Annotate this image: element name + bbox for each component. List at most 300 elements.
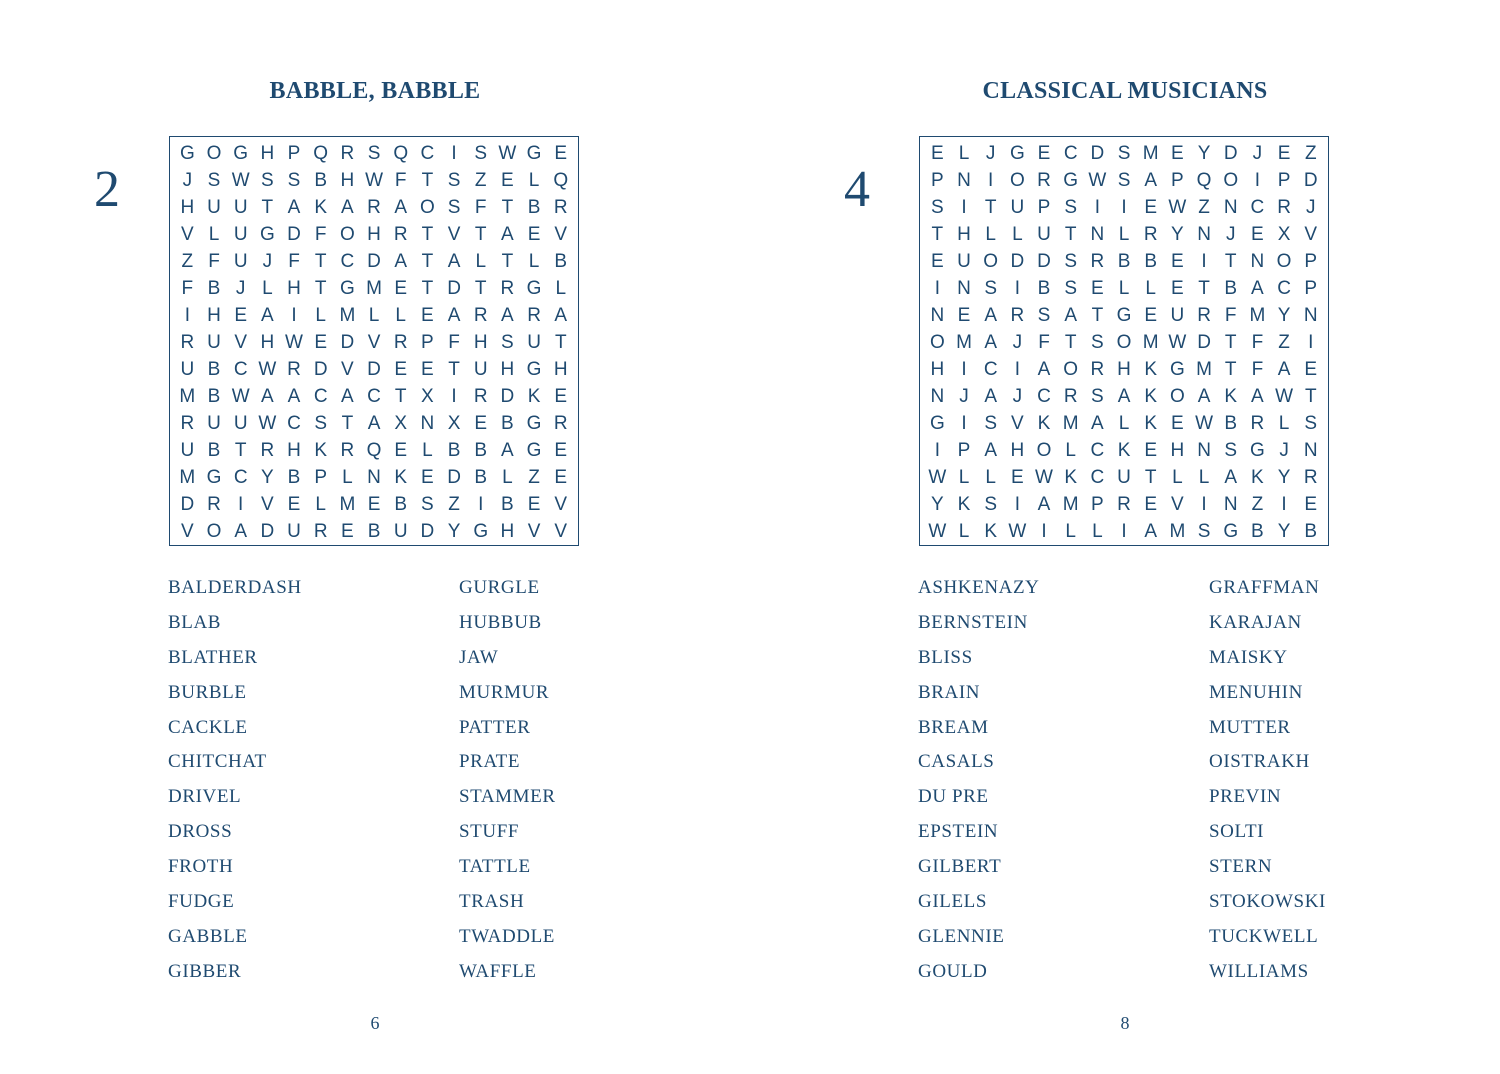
grid-letter: K [1064,467,1078,488]
grid-letter: A [984,386,998,407]
grid-letter: T [1224,332,1237,353]
grid-letter: K [527,386,541,407]
grid-letter: F [474,197,487,218]
grid-letter: T [984,197,997,218]
grid-letter: B [1304,521,1318,542]
grid-letter: S [930,197,944,218]
grid-letter: L [342,467,353,488]
grid-letter: C [420,143,435,164]
grid-letter: S [1091,332,1104,353]
grid-letter: W [258,359,277,380]
grid-letter: T [448,359,460,380]
grid-letter: T [341,413,354,434]
grid-letter: S [447,197,461,218]
grid-letter: H [1010,440,1025,461]
grid-letter: B [314,170,328,191]
grid-letter: B [287,467,301,488]
grid-letter: Z [474,170,487,191]
grid-letter: R [180,413,195,434]
grid-letter: O [1116,332,1132,353]
grid-letter: W [231,170,250,191]
word-list-item: WAFFLE [459,960,537,982]
grid-letter: T [474,224,487,245]
word-list-item: GURGLE [459,577,540,598]
grid-letter: B [207,386,221,407]
grid-letter: L [528,170,540,191]
grid-letter: E [394,359,408,380]
grid-letter: G [1223,521,1239,542]
grid-letter: R [500,278,515,299]
grid-letter: L [315,305,326,326]
grid-letter: O [929,332,945,353]
grid-letter: L [528,251,540,272]
word-list-item: SOLTI [1209,821,1265,843]
grid-letter: G [206,467,222,488]
grid-letter: P [1037,197,1051,218]
grid-letter: O [1276,251,1292,272]
grid-letter: F [1251,332,1264,353]
grid-letter: W [1275,386,1294,407]
grid-letter: O [1063,359,1079,380]
grid-letter: T [394,386,407,407]
grid-letter: O [983,251,999,272]
grid-letter: W [258,413,277,434]
grid-letter: E [1144,440,1158,461]
grid-letter: O [339,224,355,245]
grid-letter: D [1223,143,1238,164]
grid-letter: D [367,359,381,380]
grid-letter: L [422,440,433,461]
grid-letter: L [1092,521,1103,542]
grid-letter: P [287,143,301,164]
grid-letter: E [957,305,971,326]
grid-letter: U [180,359,195,380]
grid-letter: L [1065,521,1076,542]
grid-letter: E [421,305,434,326]
grid-letter: D [420,521,435,542]
grid-letter: I [291,305,297,326]
grid-letter: A [447,251,461,272]
grid-letter: R [393,224,408,245]
grid-letter: V [341,359,354,380]
grid-letter: I [1201,251,1207,272]
grid-letter: P [1304,251,1318,272]
grid-letter: U [1010,197,1025,218]
word-list-item: PRATE [459,751,521,773]
grid-letter: Z [1278,332,1290,353]
grid-letter: N [957,278,971,299]
grid-letter: X [394,413,408,434]
grid-letter: I [1254,170,1261,191]
grid-letter: A [984,332,998,353]
grid-letter: B [501,494,514,515]
grid-letter: U [207,413,221,434]
grid-letter: S [1117,143,1131,164]
grid-letter: O [1223,170,1239,191]
grid-letter: C [1277,278,1291,299]
grid-letter: A [447,305,461,326]
word-list-item: KARAJAN [1209,611,1302,633]
grid-letter: E [554,143,568,164]
word-list [918,575,1418,994]
grid-letter: E [554,440,568,461]
grid-letter: A [261,386,274,407]
grid-letter: U [207,332,221,353]
grid-letter: F [181,278,194,299]
grid-letter: Q [1196,170,1212,191]
grid-letter: A [367,413,381,434]
grid-letter: A [1064,305,1078,326]
grid-letter: S [1117,170,1131,191]
grid-letter: R [1143,224,1158,245]
grid-letter: S [984,494,998,515]
grid-letter: L [1278,413,1290,434]
grid-letter: D [1303,170,1318,191]
grid-letter: E [1304,494,1318,515]
grid-letter: D [1037,251,1051,272]
grid-letter: R [287,359,301,380]
word-list-item: CASALS [918,751,995,773]
grid-letter: S [314,413,328,434]
word-search-grid [169,136,579,546]
grid-letter: A [261,305,274,326]
grid-letter: U [1170,305,1185,326]
grid-row [924,518,1324,545]
grid-letter: R [340,143,355,164]
grid-letter: I [238,494,244,515]
grid-letter: C [983,359,998,380]
grid-letter: G [526,440,542,461]
grid-letter: A [1037,359,1051,380]
grid-letter: R [1063,386,1078,407]
grid-row [174,518,574,545]
grid-letter: P [957,440,971,461]
grid-letter: A [234,521,248,542]
grid-letter: L [985,224,996,245]
grid-letter: A [287,386,301,407]
grid-letter: W [1035,467,1053,488]
grid-letter: B [207,359,221,380]
grid-letter: J [262,251,273,272]
grid-letter: H [1117,359,1131,380]
grid-letter: R [1303,467,1318,488]
grid-letter: K [1037,413,1051,434]
word-list-item: BERNSTEIN [918,611,1028,633]
word-list-item: DU PRE [918,786,989,808]
grid-letter: T [1224,251,1237,272]
grid-letter: R [1250,413,1265,434]
grid-letter: R [553,197,568,218]
word-list-item: GILELS [918,891,988,913]
grid-letter: I [934,440,940,461]
grid-letter: D [1197,332,1211,353]
grid-letter: D [447,467,461,488]
grid-row [174,140,574,167]
grid-letter: T [554,332,567,353]
grid-letter: H [367,224,381,245]
grid-letter: R [473,386,488,407]
grid-letter: B [394,494,408,515]
grid-letter: R [367,197,381,218]
grid-letter: E [287,494,301,515]
grid-letter: M [1062,494,1079,515]
grid-row [924,356,1324,383]
grid-letter: I [478,494,484,515]
word-list-item: PATTER [459,716,531,738]
grid-letter: K [314,197,328,218]
grid-letter: C [340,251,355,272]
grid-letter: P [1277,170,1291,191]
grid-letter: K [1224,386,1238,407]
grid-letter: Y [1277,467,1291,488]
grid-letter: R [1117,494,1131,515]
grid-letter: A [341,386,354,407]
word-list-item: BALDERDASH [168,577,302,598]
grid-letter: F [288,251,300,272]
grid-letter: K [1144,359,1158,380]
grid-row [174,329,574,356]
grid-letter: B [1251,521,1264,542]
grid-letter: S [984,413,998,434]
grid-letter: E [421,467,434,488]
grid-letter: R [180,332,195,353]
grid-letter: R [1277,197,1291,218]
grid-letter: Y [261,467,274,488]
grid-letter: W [1168,332,1187,353]
grid-row [924,221,1324,248]
grid-letter: U [180,440,195,461]
word-list-item: WILLIAMS [1209,960,1309,982]
word-list-item: BREAM [918,716,989,738]
grid-letter: V [180,521,194,542]
grid-letter: E [1171,278,1184,299]
grid-letter: H [1170,440,1185,461]
grid-letter: L [208,224,220,245]
grid-letter: A [1251,278,1264,299]
grid-letter: A [394,197,408,218]
word-list-item: MENUHIN [1209,681,1303,703]
grid-letter: K [394,467,408,488]
grid-letter: E [367,494,381,515]
grid-letter: M [1142,143,1159,164]
word-list-item: GIBBER [168,960,242,982]
grid-letter: C [1063,143,1078,164]
grid-letter: Q [393,143,409,164]
word-list-item: STAMMER [459,786,556,808]
grid-letter: E [1251,224,1264,245]
grid-letter: H [287,440,301,461]
grid-letter: J [182,170,193,191]
grid-row [174,464,574,491]
grid-letter: E [394,278,408,299]
grid-letter: R [1010,305,1025,326]
grid-letter: C [1037,386,1051,407]
word-list-item: TWADDLE [459,925,556,947]
grid-letter: L [1172,467,1183,488]
word-list-item: MURMUR [459,681,550,703]
grid-letter: E [1171,143,1184,164]
grid-letter: L [1118,224,1130,245]
grid-letter: R [527,305,541,326]
puzzle-number: 2 [94,161,120,218]
grid-letter: R [1037,170,1051,191]
grid-letter: E [1011,467,1024,488]
grid-letter: T [261,197,274,218]
grid-letter: U [233,251,248,272]
grid-letter: I [1014,278,1020,299]
grid-letter: E [554,467,568,488]
grid-letter: L [1118,278,1130,299]
word-list-item: GABBLE [168,925,248,947]
grid-row [174,167,574,194]
grid-letter: L [555,278,567,299]
word-list-item: GILBERT [918,856,1002,878]
grid-letter: T [421,170,434,191]
grid-letter: O [419,197,435,218]
grid-letter: I [1121,521,1127,542]
grid-letter: Z [1304,143,1317,164]
grid-letter: W [498,143,517,164]
word-list [168,575,668,994]
word-list-item: JAW [459,646,499,668]
grid-letter: I [1014,359,1020,380]
grid-letter: H [500,521,515,542]
grid-letter: H [473,332,488,353]
grid-row [924,275,1324,302]
grid-letter: K [1144,386,1158,407]
grid-letter: P [1091,494,1104,515]
grid-letter: M [1249,305,1266,326]
word-list-item: DROSS [168,821,233,843]
grid-letter: J [959,386,969,407]
grid-letter: X [1277,224,1291,245]
grid-letter: W [1168,197,1187,218]
grid-letter: T [421,251,434,272]
grid-letter: R [1090,251,1105,272]
grid-letter: S [261,170,274,191]
grid-letter: L [1145,278,1156,299]
grid-letter: Y [1197,143,1211,164]
grid-letter: I [1014,494,1020,515]
grid-letter: C [1090,467,1105,488]
grid-letter: T [1144,467,1157,488]
grid-letter: M [339,305,356,326]
grid-letter: D [180,494,195,515]
grid-letter: T [474,278,487,299]
grid-letter: U [287,521,301,542]
grid-letter: J [235,278,246,299]
grid-letter: N [367,467,381,488]
grid-letter: B [1117,251,1131,272]
word-list-item: OISTRAKH [1209,751,1310,773]
word-list-item: BLISS [918,646,973,668]
grid-row [924,248,1324,275]
grid-letter: N [1303,440,1318,461]
grid-letter: E [1304,359,1318,380]
grid-letter: M [1169,521,1186,542]
word-list-item: FUDGE [168,891,235,913]
grid-letter: B [527,197,541,218]
grid-letter: L [262,278,273,299]
grid-letter: V [554,224,568,245]
grid-letter: S [1091,386,1104,407]
grid-letter: P [314,467,328,488]
grid-letter: D [1090,143,1105,164]
grid-letter: X [421,386,434,407]
word-list-item: HUBBUB [459,611,542,633]
grid-letter: R [1090,359,1105,380]
grid-letter: Q [313,143,329,164]
grid-letter: T [501,251,514,272]
grid-letter: F [1224,305,1237,326]
grid-letter: Y [447,521,461,542]
grid-letter: B [1224,413,1238,434]
grid-letter: T [314,278,327,299]
grid-letter: T [1091,305,1104,326]
grid-row [924,167,1324,194]
grid-letter: G [179,143,195,164]
grid-letter: A [1197,386,1211,407]
grid-letter: E [341,521,354,542]
grid-letter: Q [366,440,382,461]
grid-letter: D [367,251,381,272]
grid-letter: J [1279,440,1289,461]
word-list-item: CHITCHAT [168,751,267,773]
grid-letter: N [930,386,945,407]
grid-letter: S [421,494,434,515]
grid-letter: H [500,359,515,380]
grid-letter: W [365,170,383,191]
grid-letter: A [501,305,514,326]
grid-row [924,491,1324,518]
grid-letter: B [1144,251,1158,272]
grid-letter: A [1251,386,1264,407]
grid-letter: J [1252,143,1263,164]
grid-letter: E [314,332,328,353]
grid-letter: V [1011,413,1024,434]
grid-letter: H [260,332,275,353]
grid-letter: O [1169,386,1185,407]
grid-letter: N [930,305,945,326]
grid-letter: H [287,278,301,299]
word-list-item: BLATHER [168,646,258,668]
grid-letter: C [313,386,328,407]
grid-letter: M [1196,359,1212,380]
grid-letter: B [501,413,514,434]
grid-letter: G [526,359,542,380]
grid-letter: E [1144,494,1158,515]
grid-letter: E [527,224,541,245]
grid-letter: D [313,359,328,380]
grid-letter: A [394,251,408,272]
grid-letter: A [341,197,354,218]
word-list-item: EPSTEIN [918,821,999,843]
grid-letter: R [473,305,488,326]
grid-row [174,302,574,329]
grid-letter: S [1224,440,1238,461]
grid-letter: X [447,413,461,434]
grid-letter: G [526,278,542,299]
grid-letter: R [340,440,355,461]
grid-letter: L [1198,467,1210,488]
grid-letter: G [259,224,275,245]
grid-letter: R [393,332,408,353]
grid-letter: C [1090,440,1105,461]
word-search-grid [919,136,1329,546]
grid-letter: P [421,332,434,353]
grid-letter: K [1117,440,1131,461]
grid-letter: A [501,440,514,461]
